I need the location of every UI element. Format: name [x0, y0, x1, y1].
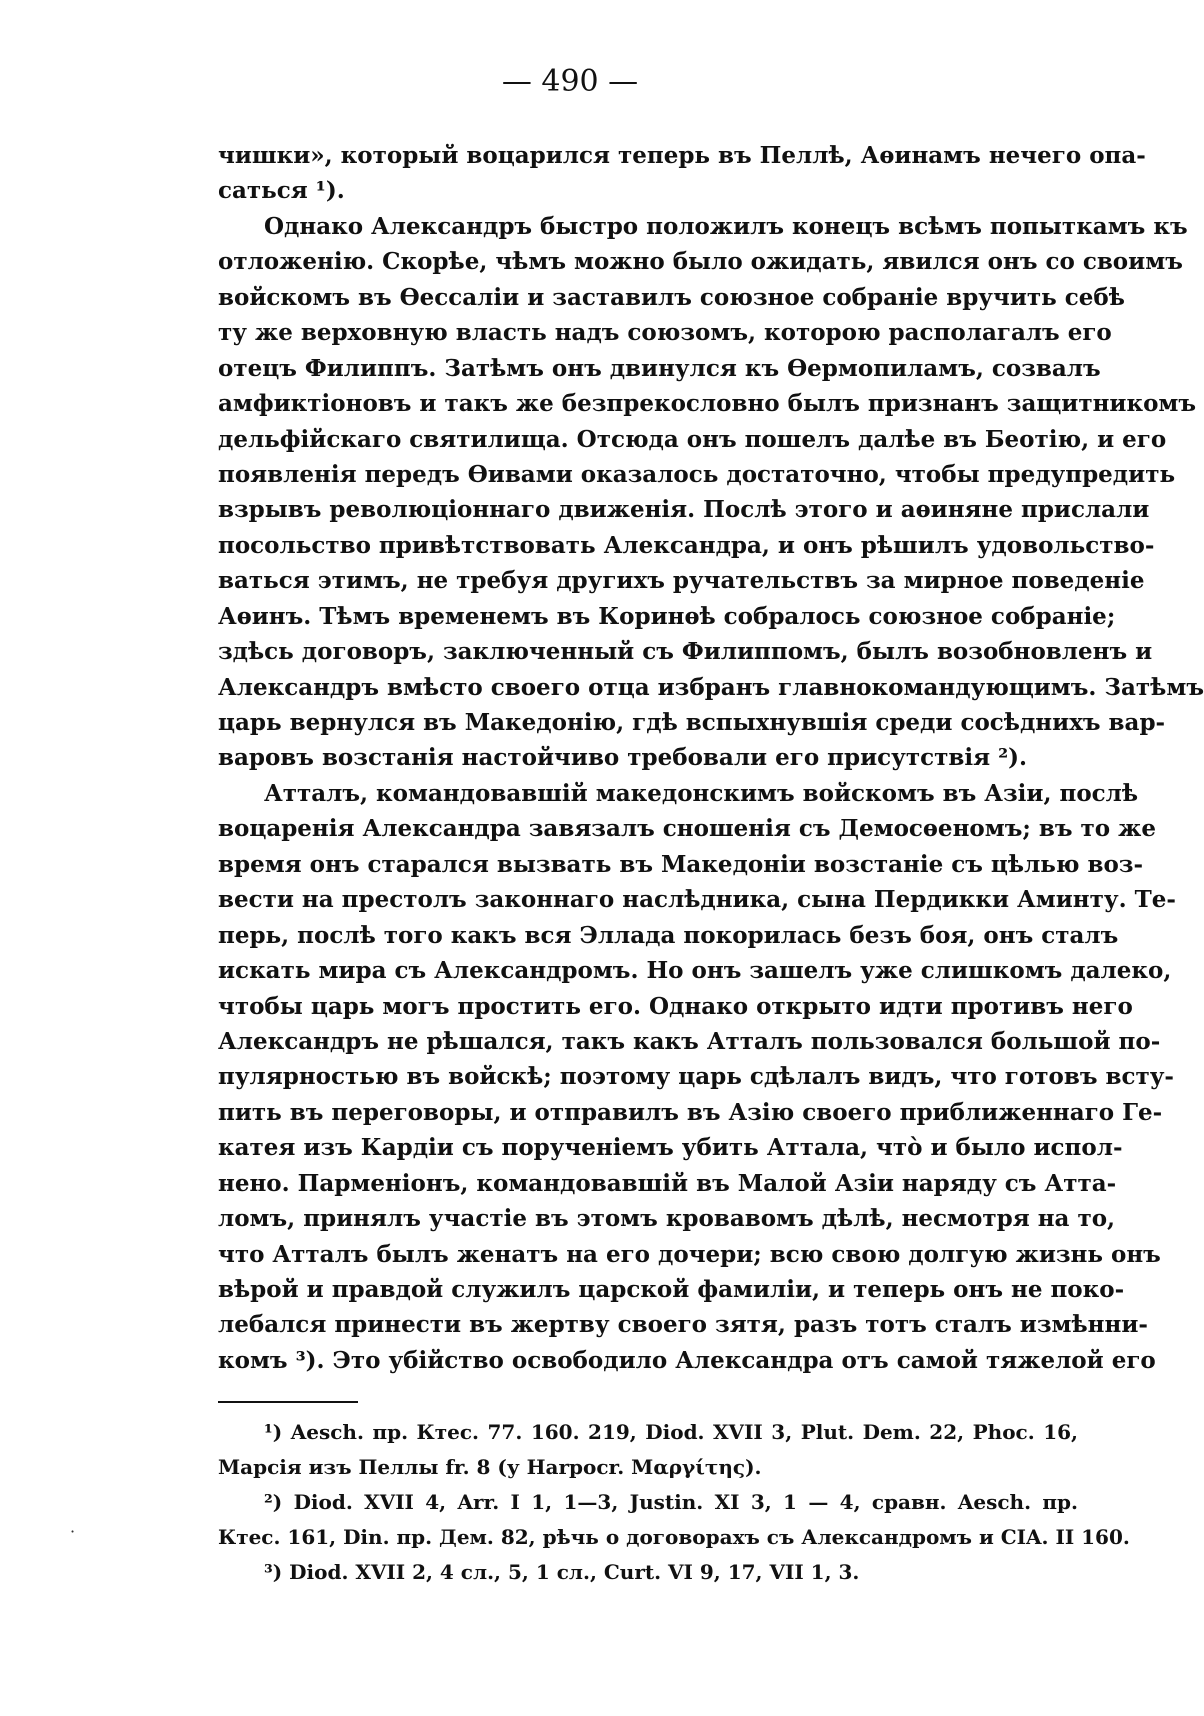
- text-line: Александръ не рѣшался, такъ какъ Атталъ пользовался большой по-: [218, 1027, 1161, 1055]
- paragraph-start-line: Однако Александръ быстро положилъ конецъ всѣмъ попыткамъ къ: [264, 212, 1188, 240]
- text-line: отложенію. Скорѣе, чѣмъ можно было ожидать, явился онъ со своимъ: [218, 248, 1183, 276]
- text-line: лебался принести въ жертву своего зятя, разъ тотъ сталъ измѣнни-: [218, 1311, 1148, 1339]
- footnote-line: ²) Diod. XVII 4, Arr. I 1, 1—3, Justin. XI 3, 1 — 4, сравн. Aesch. пр.: [264, 1490, 1078, 1514]
- text-line: царь вернулся въ Македонію, гдѣ вспыхнувшія среди сосѣднихъ вар-: [218, 709, 1166, 736]
- text-line: Александръ вмѣсто своего отца избранъ главнокомандующимъ. Затѣмъ: [218, 673, 1204, 701]
- text-line: пулярностью въ войскѣ; поэтому царь сдѣлалъ видъ, что готовъ всту-: [218, 1063, 1174, 1091]
- footnote-line: ¹) Aesch. пр. Ктес. 77. 160. 219, Diod. XVII 3, Plut. Dem. 22, Phoc. 16,: [264, 1420, 1078, 1444]
- text-line: комъ ³). Это убійство освободило Александра отъ самой тяжелой его: [218, 1346, 1156, 1374]
- text-line: варовъ возстанія настойчиво требовали его присутствія ²).: [218, 744, 1028, 772]
- text-line: войскомъ въ Ѳессаліи и заставилъ союзное собраніе вручить себѣ: [218, 283, 1125, 311]
- text-line: воцаренія Александра завязалъ сношенія съ Демосѳеномъ; въ то же: [218, 815, 1156, 843]
- text-line: отецъ Филиппъ. Затѣмъ онъ двинулся къ Ѳермопиламъ, созвалъ: [218, 354, 1101, 382]
- text-line: Аѳинъ. Тѣмъ временемъ въ Коринѳѣ собралось союзное собраніе;: [218, 602, 1116, 630]
- footnote-separator: [218, 1401, 358, 1403]
- text-line: здѣсь договоръ, заключенный съ Филиппомъ, былъ возобновленъ и: [218, 638, 1153, 666]
- footnote-line: Марсія изъ Пеллы fr. 8 (у Harpocr. Μαργίτης).: [218, 1455, 762, 1479]
- text-line: саться ¹).: [218, 177, 345, 205]
- text-line: пить въ переговоры, и отправилъ въ Азію своего приближеннаго Ге-: [218, 1098, 1163, 1126]
- text-line: перь, послѣ того какъ вся Эллада покорилась безъ боя, онъ сталъ: [218, 921, 1119, 949]
- text-line: взрывъ революціоннаго движенія. Послѣ этого и аѳиняне прислали: [218, 496, 1150, 524]
- margin-speck: ·: [70, 1522, 76, 1541]
- page-number: — 490 —: [501, 64, 639, 99]
- text-line: что Атталъ былъ женатъ на его дочери; всю свою долгую жизнь онъ: [218, 1240, 1161, 1268]
- text-line: дельфійскаго святилища. Отсюда онъ пошелъ далѣе въ Беотію, и его: [218, 425, 1167, 453]
- text-line: ту же верховную власть надъ союзомъ, которою располагалъ его: [218, 319, 1112, 347]
- text-line: вести на престолъ законнаго наслѣдника, сына Пердикки Аминту. Те-: [218, 886, 1176, 914]
- text-line: нено. Парменіонъ, командовавшій въ Малой Азіи наряду съ Атта-: [218, 1169, 1117, 1197]
- text-line: чтобы царь могъ простить его. Однако открыто идти противъ него: [218, 992, 1133, 1020]
- text-line: ваться этимъ, не требуя другихъ ручательствъ за мирное поведеніе: [218, 567, 1145, 595]
- text-line: ломъ, принялъ участіе въ этомъ кровавомъ дѣлѣ, несмотря на то,: [218, 1205, 1116, 1233]
- main-text: [218, 138, 1204, 1378]
- paragraph-start-line: Атталъ, командовавшій македонскимъ войскомъ въ Азіи, послѣ: [264, 779, 1139, 807]
- footnote-line: Ктес. 161, Din. пр. Дем. 82, рѣчь о договорахъ съ Александромъ и CIA. II 160.: [218, 1525, 1130, 1549]
- text-line: искать мира съ Александромъ. Но онъ зашелъ уже слишкомъ далеко,: [218, 957, 1172, 985]
- text-line: чишки», который воцарился теперь въ Пеллѣ, Аѳинамъ нечего опа-: [218, 142, 1146, 169]
- text-line: посольство привѣтствовать Александра, и онъ рѣшилъ удовольство-: [218, 531, 1155, 559]
- footnotes: [218, 1415, 1130, 1590]
- text-line: вѣрой и правдой служилъ царской фамиліи, и теперь онъ не поко-: [218, 1276, 1125, 1303]
- text-line: появленія передъ Ѳивами оказалось достаточно, чтобы предупредить: [218, 460, 1176, 488]
- footnote-line: ³) Diod. XVII 2, 4 сл., 5, 1 сл., Curt. VI 9, 17, VII 1, 3.: [264, 1560, 860, 1584]
- text-line: амфиктіоновъ и такъ же безпрекословно былъ признанъ защитникомъ: [218, 390, 1197, 418]
- text-line: катея изъ Кардіи съ порученіемъ убить Аттала, что̀ и было испол-: [218, 1134, 1123, 1162]
- text-line: время онъ старался вызвать въ Македоніи возстаніе съ цѣлью воз-: [218, 850, 1144, 878]
